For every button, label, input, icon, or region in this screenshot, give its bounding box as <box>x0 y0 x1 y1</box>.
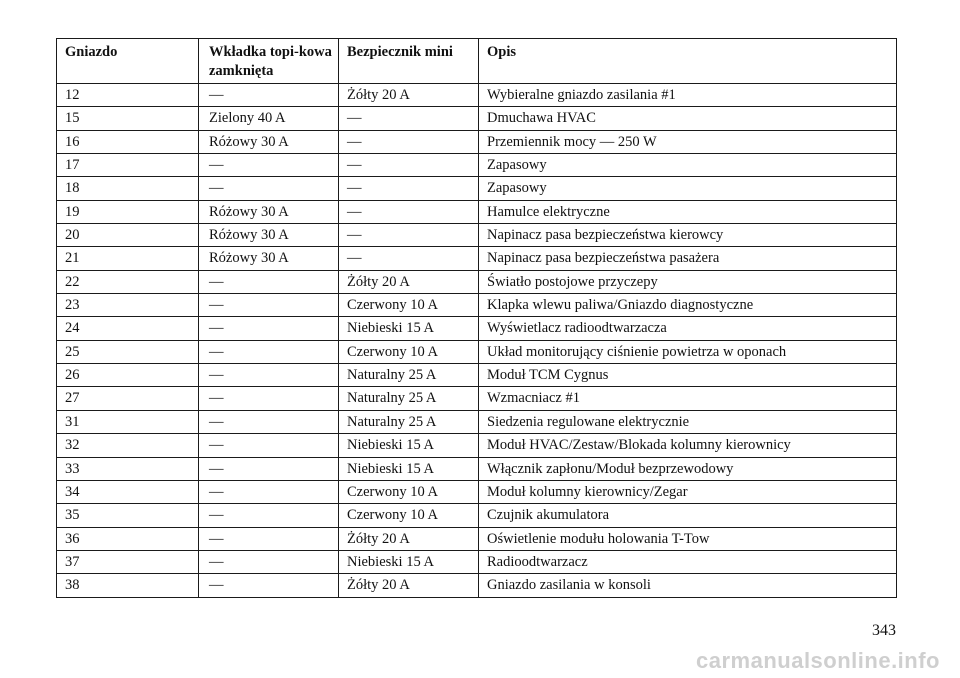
cell-cartridge-fuse: Różowy 30 A <box>199 224 339 247</box>
watermark: carmanualsonline.info <box>696 648 940 673</box>
cell-slot: 25 <box>57 340 199 363</box>
cell-cartridge-fuse: — <box>199 294 339 317</box>
cell-slot: 38 <box>57 574 199 597</box>
header-cartridge-fuse: Wkładka topi-kowa zamknięta <box>199 39 339 84</box>
cell-slot: 16 <box>57 130 199 153</box>
cell-description: Układ monitorujący ciśnienie powietrza w oponach <box>479 340 897 363</box>
cell-mini-fuse: Niebieski 15 A <box>339 317 479 340</box>
cell-description: Moduł HVAC/Zestaw/Blokada kolumny kierownicy <box>479 434 897 457</box>
cell-cartridge-fuse: — <box>199 364 339 387</box>
cell-mini-fuse: — <box>339 130 479 153</box>
cell-slot: 26 <box>57 364 199 387</box>
cell-mini-fuse: — <box>339 224 479 247</box>
table-row <box>57 247 897 270</box>
cell-mini-fuse: Niebieski 15 A <box>339 550 479 573</box>
cell-description: Klapka wlewu paliwa/Gniazdo diagnostyczne <box>479 294 897 317</box>
header-mini-fuse: Bezpiecznik mini <box>339 39 479 84</box>
cell-slot: 36 <box>57 527 199 550</box>
cell-description: Napinacz pasa bezpieczeństwa kierowcy <box>479 224 897 247</box>
cell-cartridge-fuse: — <box>199 270 339 293</box>
cell-cartridge-fuse: — <box>199 574 339 597</box>
table-row <box>57 177 897 200</box>
table-row <box>57 340 897 363</box>
cell-mini-fuse: Naturalny 25 A <box>339 410 479 433</box>
table-row <box>57 294 897 317</box>
fuse-table <box>56 38 897 598</box>
table-row <box>57 154 897 177</box>
cell-cartridge-fuse: — <box>199 340 339 363</box>
table-row <box>57 317 897 340</box>
table-row <box>57 107 897 130</box>
cell-slot: 20 <box>57 224 199 247</box>
cell-slot: 31 <box>57 410 199 433</box>
cell-cartridge-fuse: — <box>199 457 339 480</box>
cell-description: Czujnik akumulatora <box>479 504 897 527</box>
table-row <box>57 410 897 433</box>
cell-slot: 22 <box>57 270 199 293</box>
cell-description: Zapasowy <box>479 177 897 200</box>
cell-cartridge-fuse: — <box>199 527 339 550</box>
table-row <box>57 387 897 410</box>
cell-description: Moduł TCM Cygnus <box>479 364 897 387</box>
cell-mini-fuse: Czerwony 10 A <box>339 504 479 527</box>
cell-description: Hamulce elektryczne <box>479 200 897 223</box>
cell-description: Zapasowy <box>479 154 897 177</box>
cell-mini-fuse: Czerwony 10 A <box>339 480 479 503</box>
cell-slot: 17 <box>57 154 199 177</box>
cell-cartridge-fuse: — <box>199 154 339 177</box>
cell-mini-fuse: Niebieski 15 A <box>339 434 479 457</box>
cell-mini-fuse: — <box>339 154 479 177</box>
cell-mini-fuse: — <box>339 200 479 223</box>
table-row <box>57 550 897 573</box>
cell-cartridge-fuse: — <box>199 480 339 503</box>
cell-mini-fuse: — <box>339 107 479 130</box>
cell-description: Napinacz pasa bezpieczeństwa pasażera <box>479 247 897 270</box>
cell-slot: 27 <box>57 387 199 410</box>
cell-cartridge-fuse: — <box>199 410 339 433</box>
cell-slot: 21 <box>57 247 199 270</box>
table-row <box>57 574 897 597</box>
cell-description: Siedzenia regulowane elektrycznie <box>479 410 897 433</box>
cell-mini-fuse: Niebieski 15 A <box>339 457 479 480</box>
table-row <box>57 504 897 527</box>
cell-mini-fuse: Czerwony 10 A <box>339 340 479 363</box>
table-row <box>57 270 897 293</box>
cell-cartridge-fuse: Zielony 40 A <box>199 107 339 130</box>
cell-description: Przemiennik mocy — 250 W <box>479 130 897 153</box>
cell-cartridge-fuse: — <box>199 434 339 457</box>
cell-mini-fuse: — <box>339 177 479 200</box>
cell-slot: 32 <box>57 434 199 457</box>
cell-slot: 35 <box>57 504 199 527</box>
cell-description: Oświetlenie modułu holowania T-Tow <box>479 527 897 550</box>
fuse-table-header <box>57 39 897 84</box>
table-row <box>57 527 897 550</box>
cell-cartridge-fuse: — <box>199 317 339 340</box>
table-row <box>57 364 897 387</box>
cell-mini-fuse: Naturalny 25 A <box>339 387 479 410</box>
cell-slot: 34 <box>57 480 199 503</box>
cell-description: Światło postojowe przyczepy <box>479 270 897 293</box>
cell-cartridge-fuse: Różowy 30 A <box>199 200 339 223</box>
cell-slot: 19 <box>57 200 199 223</box>
table-row <box>57 457 897 480</box>
cell-description: Gniazdo zasilania w konsoli <box>479 574 897 597</box>
page-number: 343 <box>872 622 896 639</box>
cell-slot: 24 <box>57 317 199 340</box>
cell-description: Wybieralne gniazdo zasilania #1 <box>479 84 897 107</box>
cell-cartridge-fuse: — <box>199 84 339 107</box>
cell-slot: 37 <box>57 550 199 573</box>
table-row <box>57 480 897 503</box>
cell-mini-fuse: Naturalny 25 A <box>339 364 479 387</box>
cell-slot: 23 <box>57 294 199 317</box>
cell-slot: 12 <box>57 84 199 107</box>
fuse-table-body <box>57 84 897 598</box>
cell-description: Moduł kolumny kierownicy/Zegar <box>479 480 897 503</box>
cell-mini-fuse: Żółty 20 A <box>339 527 479 550</box>
header-row <box>57 39 897 84</box>
cell-description: Radioodtwarzacz <box>479 550 897 573</box>
table-row <box>57 434 897 457</box>
header-slot: Gniazdo <box>57 39 199 84</box>
cell-slot: 18 <box>57 177 199 200</box>
table-row <box>57 130 897 153</box>
header-description: Opis <box>479 39 897 84</box>
cell-mini-fuse: — <box>339 247 479 270</box>
cell-mini-fuse: Czerwony 10 A <box>339 294 479 317</box>
table-row <box>57 224 897 247</box>
cell-mini-fuse: Żółty 20 A <box>339 574 479 597</box>
cell-cartridge-fuse: — <box>199 550 339 573</box>
cell-cartridge-fuse: Różowy 30 A <box>199 130 339 153</box>
cell-description: Dmuchawa HVAC <box>479 107 897 130</box>
cell-slot: 33 <box>57 457 199 480</box>
cell-cartridge-fuse: — <box>199 177 339 200</box>
cell-cartridge-fuse: — <box>199 387 339 410</box>
cell-description: Włącznik zapłonu/Moduł bezprzewodowy <box>479 457 897 480</box>
cell-cartridge-fuse: — <box>199 504 339 527</box>
cell-mini-fuse: Żółty 20 A <box>339 84 479 107</box>
table-row <box>57 200 897 223</box>
cell-cartridge-fuse: Różowy 30 A <box>199 247 339 270</box>
cell-mini-fuse: Żółty 20 A <box>339 270 479 293</box>
table-row <box>57 84 897 107</box>
cell-slot: 15 <box>57 107 199 130</box>
cell-description: Wyświetlacz radioodtwarzacza <box>479 317 897 340</box>
cell-description: Wzmacniacz #1 <box>479 387 897 410</box>
